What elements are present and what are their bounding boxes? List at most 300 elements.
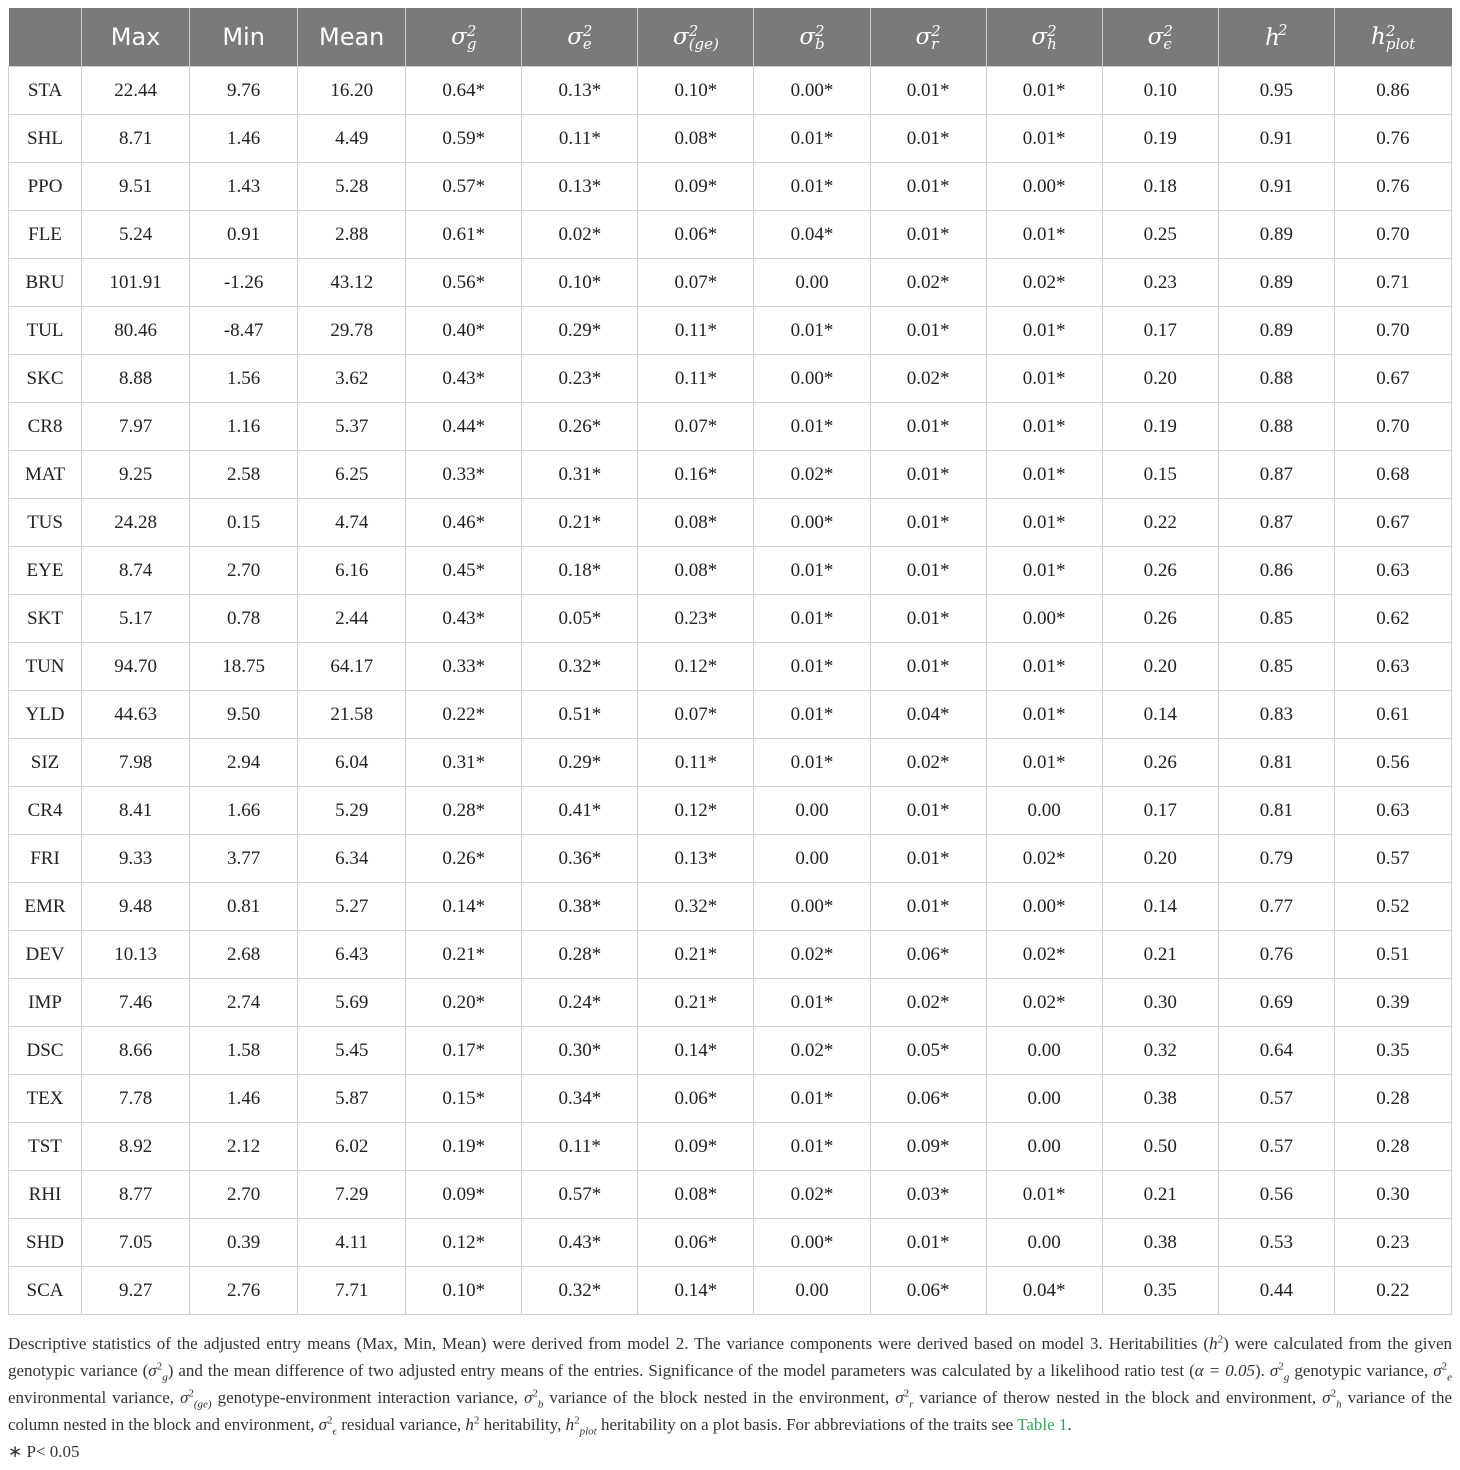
cell-sigma-r: 0.01* — [870, 163, 986, 211]
cell-sigma-eps: 0.19 — [1102, 403, 1218, 451]
cell-sigma-h: 0.04* — [986, 1267, 1102, 1315]
header-hplot2: h 2 plot — [1334, 8, 1451, 67]
cell-sigma-ge: 0.08* — [638, 499, 754, 547]
cell-h2: 0.57 — [1218, 1123, 1334, 1171]
cell-h2: 0.64 — [1218, 1027, 1334, 1075]
cell-sigma-h: 0.01* — [986, 307, 1102, 355]
cell-sigma-g: 0.17* — [406, 1027, 522, 1075]
cell-sigma-g: 0.15* — [406, 1075, 522, 1123]
cell-sigma-eps: 0.20 — [1102, 643, 1218, 691]
header-sigma-h: σ 2 h — [986, 8, 1102, 67]
cell-min: 0.39 — [190, 1219, 298, 1267]
cell-sigma-eps: 0.15 — [1102, 451, 1218, 499]
cell-sigma-e: 0.13* — [522, 67, 638, 115]
cell-sigma-eps: 0.26 — [1102, 595, 1218, 643]
cell-h2: 0.85 — [1218, 595, 1334, 643]
cell-sigma-b: 0.01* — [754, 691, 870, 739]
cell-max: 5.24 — [82, 211, 190, 259]
cell-min: 1.43 — [190, 163, 298, 211]
cell-sigma-g: 0.22* — [406, 691, 522, 739]
cell-sigma-b: 0.02* — [754, 1027, 870, 1075]
cell-min: 0.15 — [190, 499, 298, 547]
cell-mean: 2.88 — [298, 211, 406, 259]
header-min: Min — [190, 8, 298, 67]
table-row — [9, 499, 1452, 547]
cell-min: 1.56 — [190, 355, 298, 403]
cell-min: 9.50 — [190, 691, 298, 739]
cell-max: 8.66 — [82, 1027, 190, 1075]
cell-h2: 0.81 — [1218, 739, 1334, 787]
cell-trait: TUN — [9, 643, 82, 691]
table-row — [9, 1123, 1452, 1171]
cell-sigma-r: 0.02* — [870, 355, 986, 403]
table-row — [9, 787, 1452, 835]
table-caption: Descriptive statistics of the adjusted entry means (Max, Min, Mean) were derived from model 2. The variance components were derived based on model 3. Heritabilities $(h^2)$ were calculated from the given genotypic variance $(\sigma^2_g)$ and the mean difference of two adjusted entry means of the entries. Significance of the model parameters was calculated by a likelihood ratio test (α = 0.05). $\sigma^2_g$ genotypic variance, $\sigma^2_e$ environmental variance, $\sigma^2_{(ge)}$ genotype-environment interaction variance, $\sigma^2_b$ variance of the block nested in the environment, $\sigma^2_r$ variance of therow nested in the block and environment, $\sigma^2_h$ variance of the column nested in the block and environment, $\sigma^2_\epsilon$ residual variance, $h^2$ heritability, $h^2_{plot}$ heritability on a plot basis. For abbreviations of the traits see Table 1. — [8, 1333, 1453, 1438]
table-row — [9, 163, 1452, 211]
cell-sigma-e: 0.30* — [522, 1027, 638, 1075]
cell-hplot2: 0.63 — [1334, 547, 1451, 595]
cell-sigma-e: 0.31* — [522, 451, 638, 499]
cell-sigma-r: 0.01* — [870, 67, 986, 115]
cell-min: 2.94 — [190, 739, 298, 787]
cell-max: 7.05 — [82, 1219, 190, 1267]
cell-sigma-e: 0.23* — [522, 355, 638, 403]
cell-mean: 4.49 — [298, 115, 406, 163]
cell-sigma-g: 0.56* — [406, 259, 522, 307]
cell-sigma-r: 0.01* — [870, 787, 986, 835]
cell-mean: 5.27 — [298, 883, 406, 931]
cell-min: 9.76 — [190, 67, 298, 115]
cell-sigma-ge: 0.08* — [638, 1171, 754, 1219]
cell-sigma-r: 0.02* — [870, 979, 986, 1027]
cell-sigma-g: 0.26* — [406, 835, 522, 883]
header-sigma-r: σ 2 r — [870, 8, 986, 67]
cell-max: 7.78 — [82, 1075, 190, 1123]
table-row — [9, 307, 1452, 355]
table-row — [9, 1075, 1452, 1123]
cell-sigma-h: 0.00 — [986, 1123, 1102, 1171]
cell-sigma-b: 0.00 — [754, 1267, 870, 1315]
cell-sigma-ge: 0.06* — [638, 211, 754, 259]
cell-mean: 7.29 — [298, 1171, 406, 1219]
cell-sigma-g: 0.12* — [406, 1219, 522, 1267]
cell-mean: 3.62 — [298, 355, 406, 403]
cell-sigma-b: 0.01* — [754, 307, 870, 355]
cell-sigma-e: 0.29* — [522, 739, 638, 787]
cell-trait: CR8 — [9, 403, 82, 451]
cell-h2: 0.44 — [1218, 1267, 1334, 1315]
cell-h2: 0.76 — [1218, 931, 1334, 979]
cell-sigma-eps: 0.38 — [1102, 1219, 1218, 1267]
cell-sigma-ge: 0.12* — [638, 787, 754, 835]
cell-sigma-r: 0.01* — [870, 883, 986, 931]
cell-sigma-e: 0.57* — [522, 1171, 638, 1219]
cell-max: 8.41 — [82, 787, 190, 835]
cell-sigma-r: 0.01* — [870, 403, 986, 451]
cell-sigma-ge: 0.16* — [638, 451, 754, 499]
cell-max: 8.71 — [82, 115, 190, 163]
cell-sigma-ge: 0.07* — [638, 403, 754, 451]
cell-hplot2: 0.22 — [1334, 1267, 1451, 1315]
header-trait — [9, 8, 82, 67]
cell-min: 2.12 — [190, 1123, 298, 1171]
cell-hplot2: 0.52 — [1334, 883, 1451, 931]
cell-sigma-h: 0.01* — [986, 115, 1102, 163]
table-row — [9, 403, 1452, 451]
cell-sigma-h: 0.02* — [986, 931, 1102, 979]
cell-trait: SHL — [9, 115, 82, 163]
table-row — [9, 883, 1452, 931]
header-sigma-e: σ 2 e — [522, 8, 638, 67]
cell-sigma-e: 0.29* — [522, 307, 638, 355]
cell-mean: 6.25 — [298, 451, 406, 499]
cell-min: -8.47 — [190, 307, 298, 355]
cell-mean: 5.37 — [298, 403, 406, 451]
table-row — [9, 691, 1452, 739]
cell-sigma-r: 0.01* — [870, 307, 986, 355]
cell-sigma-e: 0.11* — [522, 115, 638, 163]
cell-trait: EMR — [9, 883, 82, 931]
table-row — [9, 835, 1452, 883]
header-sigma-b: σ 2 b — [754, 8, 870, 67]
cell-sigma-e: 0.34* — [522, 1075, 638, 1123]
cell-trait: SHD — [9, 1219, 82, 1267]
cell-sigma-g: 0.28* — [406, 787, 522, 835]
cell-hplot2: 0.67 — [1334, 499, 1451, 547]
cell-sigma-r: 0.01* — [870, 547, 986, 595]
cell-trait: TEX — [9, 1075, 82, 1123]
cell-max: 8.77 — [82, 1171, 190, 1219]
cell-sigma-r: 0.06* — [870, 1075, 986, 1123]
cell-min: 18.75 — [190, 643, 298, 691]
cell-mean: 7.71 — [298, 1267, 406, 1315]
table-row — [9, 115, 1452, 163]
cell-hplot2: 0.70 — [1334, 307, 1451, 355]
cell-trait: BRU — [9, 259, 82, 307]
cell-sigma-ge: 0.11* — [638, 307, 754, 355]
cell-sigma-eps: 0.32 — [1102, 1027, 1218, 1075]
cell-max: 8.74 — [82, 547, 190, 595]
cell-mean: 4.74 — [298, 499, 406, 547]
cell-sigma-h: 0.02* — [986, 979, 1102, 1027]
cell-trait: EYE — [9, 547, 82, 595]
cell-h2: 0.83 — [1218, 691, 1334, 739]
cell-trait: RHI — [9, 1171, 82, 1219]
cell-h2: 0.53 — [1218, 1219, 1334, 1267]
cell-sigma-r: 0.04* — [870, 691, 986, 739]
cell-sigma-g: 0.20* — [406, 979, 522, 1027]
cell-trait: YLD — [9, 691, 82, 739]
cell-max: 10.13 — [82, 931, 190, 979]
cell-trait: CR4 — [9, 787, 82, 835]
cell-sigma-ge: 0.14* — [638, 1267, 754, 1315]
cell-mean: 6.43 — [298, 931, 406, 979]
cell-sigma-h: 0.00* — [986, 595, 1102, 643]
cell-trait: SKT — [9, 595, 82, 643]
cell-sigma-ge: 0.11* — [638, 739, 754, 787]
cell-sigma-h: 0.00* — [986, 163, 1102, 211]
cell-sigma-h: 0.00 — [986, 787, 1102, 835]
cell-mean: 21.58 — [298, 691, 406, 739]
cell-sigma-g: 0.40* — [406, 307, 522, 355]
cell-sigma-e: 0.11* — [522, 1123, 638, 1171]
cell-min: 2.58 — [190, 451, 298, 499]
cell-sigma-ge: 0.13* — [638, 835, 754, 883]
cell-sigma-g: 0.19* — [406, 1123, 522, 1171]
cell-sigma-eps: 0.21 — [1102, 931, 1218, 979]
header-h2: $h^2$ — [1218, 8, 1334, 67]
cell-sigma-eps: 0.25 — [1102, 211, 1218, 259]
cell-sigma-e: 0.24* — [522, 979, 638, 1027]
cell-min: -1.26 — [190, 259, 298, 307]
table-body — [9, 67, 1452, 1315]
cell-sigma-r: 0.01* — [870, 643, 986, 691]
cell-sigma-r: 0.06* — [870, 931, 986, 979]
cell-trait: TUL — [9, 307, 82, 355]
cell-min: 1.46 — [190, 115, 298, 163]
cell-trait: DSC — [9, 1027, 82, 1075]
table-row — [9, 547, 1452, 595]
cell-sigma-g: 0.45* — [406, 547, 522, 595]
table-row — [9, 931, 1452, 979]
cell-hplot2: 0.62 — [1334, 595, 1451, 643]
cell-sigma-b: 0.04* — [754, 211, 870, 259]
cell-sigma-b: 0.00* — [754, 1219, 870, 1267]
cell-mean: 5.29 — [298, 787, 406, 835]
cell-sigma-b: 0.01* — [754, 115, 870, 163]
cell-sigma-eps: 0.17 — [1102, 787, 1218, 835]
cell-sigma-g: 0.31* — [406, 739, 522, 787]
cell-hplot2: 0.61 — [1334, 691, 1451, 739]
table-row — [9, 1267, 1452, 1315]
cell-sigma-h: 0.01* — [986, 643, 1102, 691]
cell-sigma-e: 0.05* — [522, 595, 638, 643]
cell-sigma-g: 0.61* — [406, 211, 522, 259]
cell-mean: 4.11 — [298, 1219, 406, 1267]
table-row — [9, 67, 1452, 115]
table-row — [9, 259, 1452, 307]
cell-sigma-eps: 0.14 — [1102, 691, 1218, 739]
cell-trait: DEV — [9, 931, 82, 979]
cell-sigma-eps: 0.18 — [1102, 163, 1218, 211]
cell-hplot2: 0.70 — [1334, 403, 1451, 451]
cell-sigma-b: 0.01* — [754, 403, 870, 451]
cell-sigma-eps: 0.14 — [1102, 883, 1218, 931]
cell-h2: 0.87 — [1218, 451, 1334, 499]
cell-sigma-e: 0.36* — [522, 835, 638, 883]
cell-hplot2: 0.68 — [1334, 451, 1451, 499]
cell-max: 7.97 — [82, 403, 190, 451]
table-container — [8, 8, 1452, 1315]
cell-mean: 6.34 — [298, 835, 406, 883]
cell-sigma-eps: 0.38 — [1102, 1075, 1218, 1123]
cell-max: 8.92 — [82, 1123, 190, 1171]
cell-sigma-g: 0.59* — [406, 115, 522, 163]
cell-sigma-eps: 0.10 — [1102, 67, 1218, 115]
cell-sigma-e: 0.18* — [522, 547, 638, 595]
cell-min: 0.81 — [190, 883, 298, 931]
cell-min: 2.76 — [190, 1267, 298, 1315]
cell-sigma-h: 0.00 — [986, 1219, 1102, 1267]
cell-hplot2: 0.51 — [1334, 931, 1451, 979]
cell-sigma-e: 0.21* — [522, 499, 638, 547]
header-sigma-ge: σ 2 (ge) — [638, 8, 754, 67]
cell-h2: 0.88 — [1218, 355, 1334, 403]
table-row — [9, 739, 1452, 787]
cell-h2: 0.88 — [1218, 403, 1334, 451]
cell-hplot2: 0.56 — [1334, 739, 1451, 787]
table-row — [9, 979, 1452, 1027]
cell-sigma-h: 0.01* — [986, 211, 1102, 259]
cell-sigma-r: 0.01* — [870, 835, 986, 883]
cell-trait: FLE — [9, 211, 82, 259]
cell-min: 0.78 — [190, 595, 298, 643]
cell-sigma-ge: 0.06* — [638, 1075, 754, 1123]
cell-max: 8.88 — [82, 355, 190, 403]
cell-sigma-g: 0.21* — [406, 931, 522, 979]
cell-sigma-ge: 0.06* — [638, 1219, 754, 1267]
cell-mean: 2.44 — [298, 595, 406, 643]
cell-h2: 0.95 — [1218, 67, 1334, 115]
cell-hplot2: 0.67 — [1334, 355, 1451, 403]
cell-sigma-eps: 0.26 — [1102, 739, 1218, 787]
cell-min: 2.68 — [190, 931, 298, 979]
cell-trait: TST — [9, 1123, 82, 1171]
cell-mean: 5.87 — [298, 1075, 406, 1123]
header-sigma-eps: σ 2 ϵ — [1102, 8, 1218, 67]
cell-min: 3.77 — [190, 835, 298, 883]
cell-sigma-r: 0.06* — [870, 1267, 986, 1315]
cell-sigma-b: 0.00 — [754, 787, 870, 835]
cell-trait: FRI — [9, 835, 82, 883]
cell-sigma-ge: 0.32* — [638, 883, 754, 931]
cell-sigma-b: 0.01* — [754, 643, 870, 691]
cell-sigma-eps: 0.30 — [1102, 979, 1218, 1027]
cell-sigma-h: 0.01* — [986, 547, 1102, 595]
cell-sigma-eps: 0.20 — [1102, 835, 1218, 883]
cell-sigma-r: 0.02* — [870, 739, 986, 787]
cell-min: 1.66 — [190, 787, 298, 835]
cell-sigma-h: 0.01* — [986, 355, 1102, 403]
cell-sigma-e: 0.32* — [522, 1267, 638, 1315]
cell-hplot2: 0.63 — [1334, 643, 1451, 691]
cell-sigma-h: 0.01* — [986, 403, 1102, 451]
cell-sigma-b: 0.02* — [754, 931, 870, 979]
cell-sigma-ge: 0.07* — [638, 259, 754, 307]
cell-sigma-eps: 0.20 — [1102, 355, 1218, 403]
cell-sigma-g: 0.10* — [406, 1267, 522, 1315]
cell-sigma-ge: 0.09* — [638, 163, 754, 211]
significance-note: ∗ P< 0.05 — [8, 1442, 80, 1461]
cell-sigma-ge: 0.07* — [638, 691, 754, 739]
cell-sigma-ge: 0.14* — [638, 1027, 754, 1075]
cell-trait: STA — [9, 67, 82, 115]
cell-max: 24.28 — [82, 499, 190, 547]
cell-sigma-g: 0.43* — [406, 595, 522, 643]
cell-sigma-h: 0.01* — [986, 739, 1102, 787]
cell-sigma-b: 0.01* — [754, 1075, 870, 1123]
cell-h2: 0.89 — [1218, 259, 1334, 307]
cell-h2: 0.57 — [1218, 1075, 1334, 1123]
cell-sigma-h: 0.02* — [986, 835, 1102, 883]
cell-mean: 5.28 — [298, 163, 406, 211]
cell-mean: 5.45 — [298, 1027, 406, 1075]
cell-sigma-h: 0.00 — [986, 1027, 1102, 1075]
cell-h2: 0.91 — [1218, 163, 1334, 211]
cell-min: 0.91 — [190, 211, 298, 259]
cell-max: 7.46 — [82, 979, 190, 1027]
cell-sigma-g: 0.14* — [406, 883, 522, 931]
cell-max: 9.33 — [82, 835, 190, 883]
cell-sigma-h: 0.00 — [986, 1075, 1102, 1123]
table-row — [9, 451, 1452, 499]
cell-sigma-h: 0.01* — [986, 1171, 1102, 1219]
cell-sigma-h: 0.01* — [986, 67, 1102, 115]
cell-mean: 64.17 — [298, 643, 406, 691]
cell-max: 9.51 — [82, 163, 190, 211]
cell-mean: 16.20 — [298, 67, 406, 115]
cell-sigma-r: 0.01* — [870, 595, 986, 643]
cell-sigma-r: 0.01* — [870, 1219, 986, 1267]
cell-sigma-b: 0.01* — [754, 547, 870, 595]
cell-mean: 6.04 — [298, 739, 406, 787]
cell-sigma-b: 0.01* — [754, 595, 870, 643]
cell-hplot2: 0.76 — [1334, 115, 1451, 163]
cell-max: 9.25 — [82, 451, 190, 499]
cell-sigma-e: 0.32* — [522, 643, 638, 691]
cell-trait: TUS — [9, 499, 82, 547]
cell-hplot2: 0.28 — [1334, 1075, 1451, 1123]
cell-min: 1.58 — [190, 1027, 298, 1075]
table-row — [9, 1219, 1452, 1267]
cell-sigma-r: 0.03* — [870, 1171, 986, 1219]
cell-sigma-ge: 0.08* — [638, 115, 754, 163]
cell-sigma-h: 0.02* — [986, 259, 1102, 307]
cell-sigma-e: 0.51* — [522, 691, 638, 739]
cell-sigma-e: 0.38* — [522, 883, 638, 931]
cell-sigma-b: 0.01* — [754, 739, 870, 787]
cell-sigma-b: 0.00* — [754, 499, 870, 547]
table-row — [9, 643, 1452, 691]
cell-sigma-ge: 0.12* — [638, 643, 754, 691]
cell-sigma-r: 0.02* — [870, 259, 986, 307]
cell-sigma-g: 0.33* — [406, 643, 522, 691]
cell-h2: 0.81 — [1218, 787, 1334, 835]
cell-sigma-g: 0.43* — [406, 355, 522, 403]
cell-min: 2.74 — [190, 979, 298, 1027]
cell-sigma-g: 0.33* — [406, 451, 522, 499]
cell-min: 2.70 — [190, 547, 298, 595]
cell-sigma-g: 0.46* — [406, 499, 522, 547]
cell-hplot2: 0.63 — [1334, 787, 1451, 835]
cell-trait: MAT — [9, 451, 82, 499]
cell-h2: 0.86 — [1218, 547, 1334, 595]
table-1-link[interactable]: Table 1 — [1017, 1415, 1068, 1434]
cell-sigma-b: 0.02* — [754, 1171, 870, 1219]
cell-mean: 43.12 — [298, 259, 406, 307]
cell-sigma-eps: 0.35 — [1102, 1267, 1218, 1315]
cell-hplot2: 0.86 — [1334, 67, 1451, 115]
cell-trait: SIZ — [9, 739, 82, 787]
cell-sigma-b: 0.00* — [754, 355, 870, 403]
cell-sigma-eps: 0.17 — [1102, 307, 1218, 355]
cell-sigma-b: 0.00 — [754, 835, 870, 883]
cell-hplot2: 0.30 — [1334, 1171, 1451, 1219]
cell-sigma-r: 0.09* — [870, 1123, 986, 1171]
table-row — [9, 211, 1452, 259]
cell-min: 1.16 — [190, 403, 298, 451]
cell-h2: 0.87 — [1218, 499, 1334, 547]
